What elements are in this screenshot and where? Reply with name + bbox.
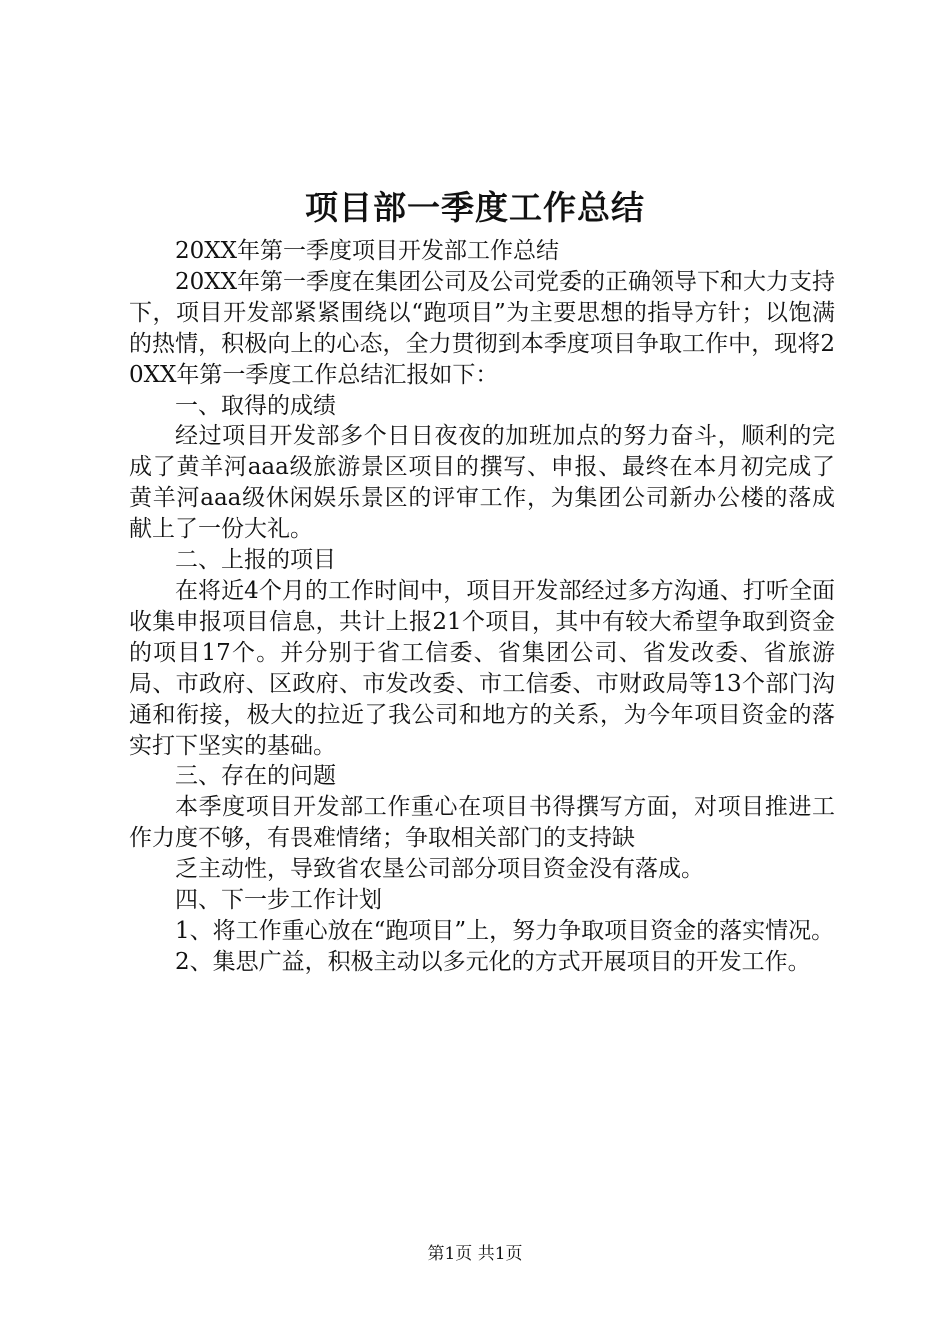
intro-paragraph: 20XX年第一季度在集团公司及公司党委的正确领导下和大力支持下，项目开发部紧紧围绕以“跑项目”为主要思想的指导方针；以饱满的热情，积极向上的心态，全力贯彻到本季度项目争取工作中，现将20XX年第一季度工作总结汇报如下： bbox=[129, 268, 836, 388]
document-title: 项目部一季度工作总结 bbox=[305, 188, 645, 227]
subtitle-paragraph: 20XX年第一季度项目开发部工作总结 bbox=[175, 238, 560, 264]
projects-paragraph: 在将近4个月的工作时间中，项目开发部经过多方沟通、打听全面收集申报项目信息，共计上报21个项目，其中有较大希望争取到资金的项目17个。并分别于省工信委、省集团公司、省发改委、省旅游局、市政府、区政府、市发改委、市工信委、市财政局等13个部门沟通和衔接，极大的拉近了我公司和地方的关系，为今年项目资金的落实打下坚实的基础。 bbox=[129, 577, 835, 759]
section-heading-problems: 三、存在的问题 bbox=[175, 763, 336, 790]
section-heading-achievements: 一、取得的成绩 bbox=[175, 392, 336, 419]
achievements-paragraph: 经过项目开发部多个日日夜夜的加班加点的努力奋斗，顺利的完成了黄羊河aaa级旅游景区项目的撰写、申报、最终在本月初完成了黄羊河aaa级休闲娱乐景区的评审工作，为集团公司新办公楼的落成献上了一份大礼。 bbox=[129, 423, 835, 543]
problems-paragraph: 本季度项目开发部工作重心在项目书得撰写方面，对项目推进工作力度不够，有畏难情绪；争取相关部门的支持缺 bbox=[129, 794, 835, 852]
section-heading-plan: 四、下一步工作计划 bbox=[175, 887, 382, 914]
plan-item-1: 1、将工作重心放在“跑项目”上，努力争取项目资金的落实情况。 bbox=[175, 917, 835, 944]
problems-paragraph-continued: 乏主动性，导致省农垦公司部分项目资金没有落成。 bbox=[175, 856, 704, 883]
section-heading-projects: 二、上报的项目 bbox=[175, 547, 336, 574]
page-footer: 第1页 共1页 bbox=[427, 1244, 523, 1264]
document-body bbox=[129, 236, 835, 978]
plan-item-2: 2、集思广益，积极主动以多元化的方式开展项目的开发工作。 bbox=[175, 948, 811, 975]
